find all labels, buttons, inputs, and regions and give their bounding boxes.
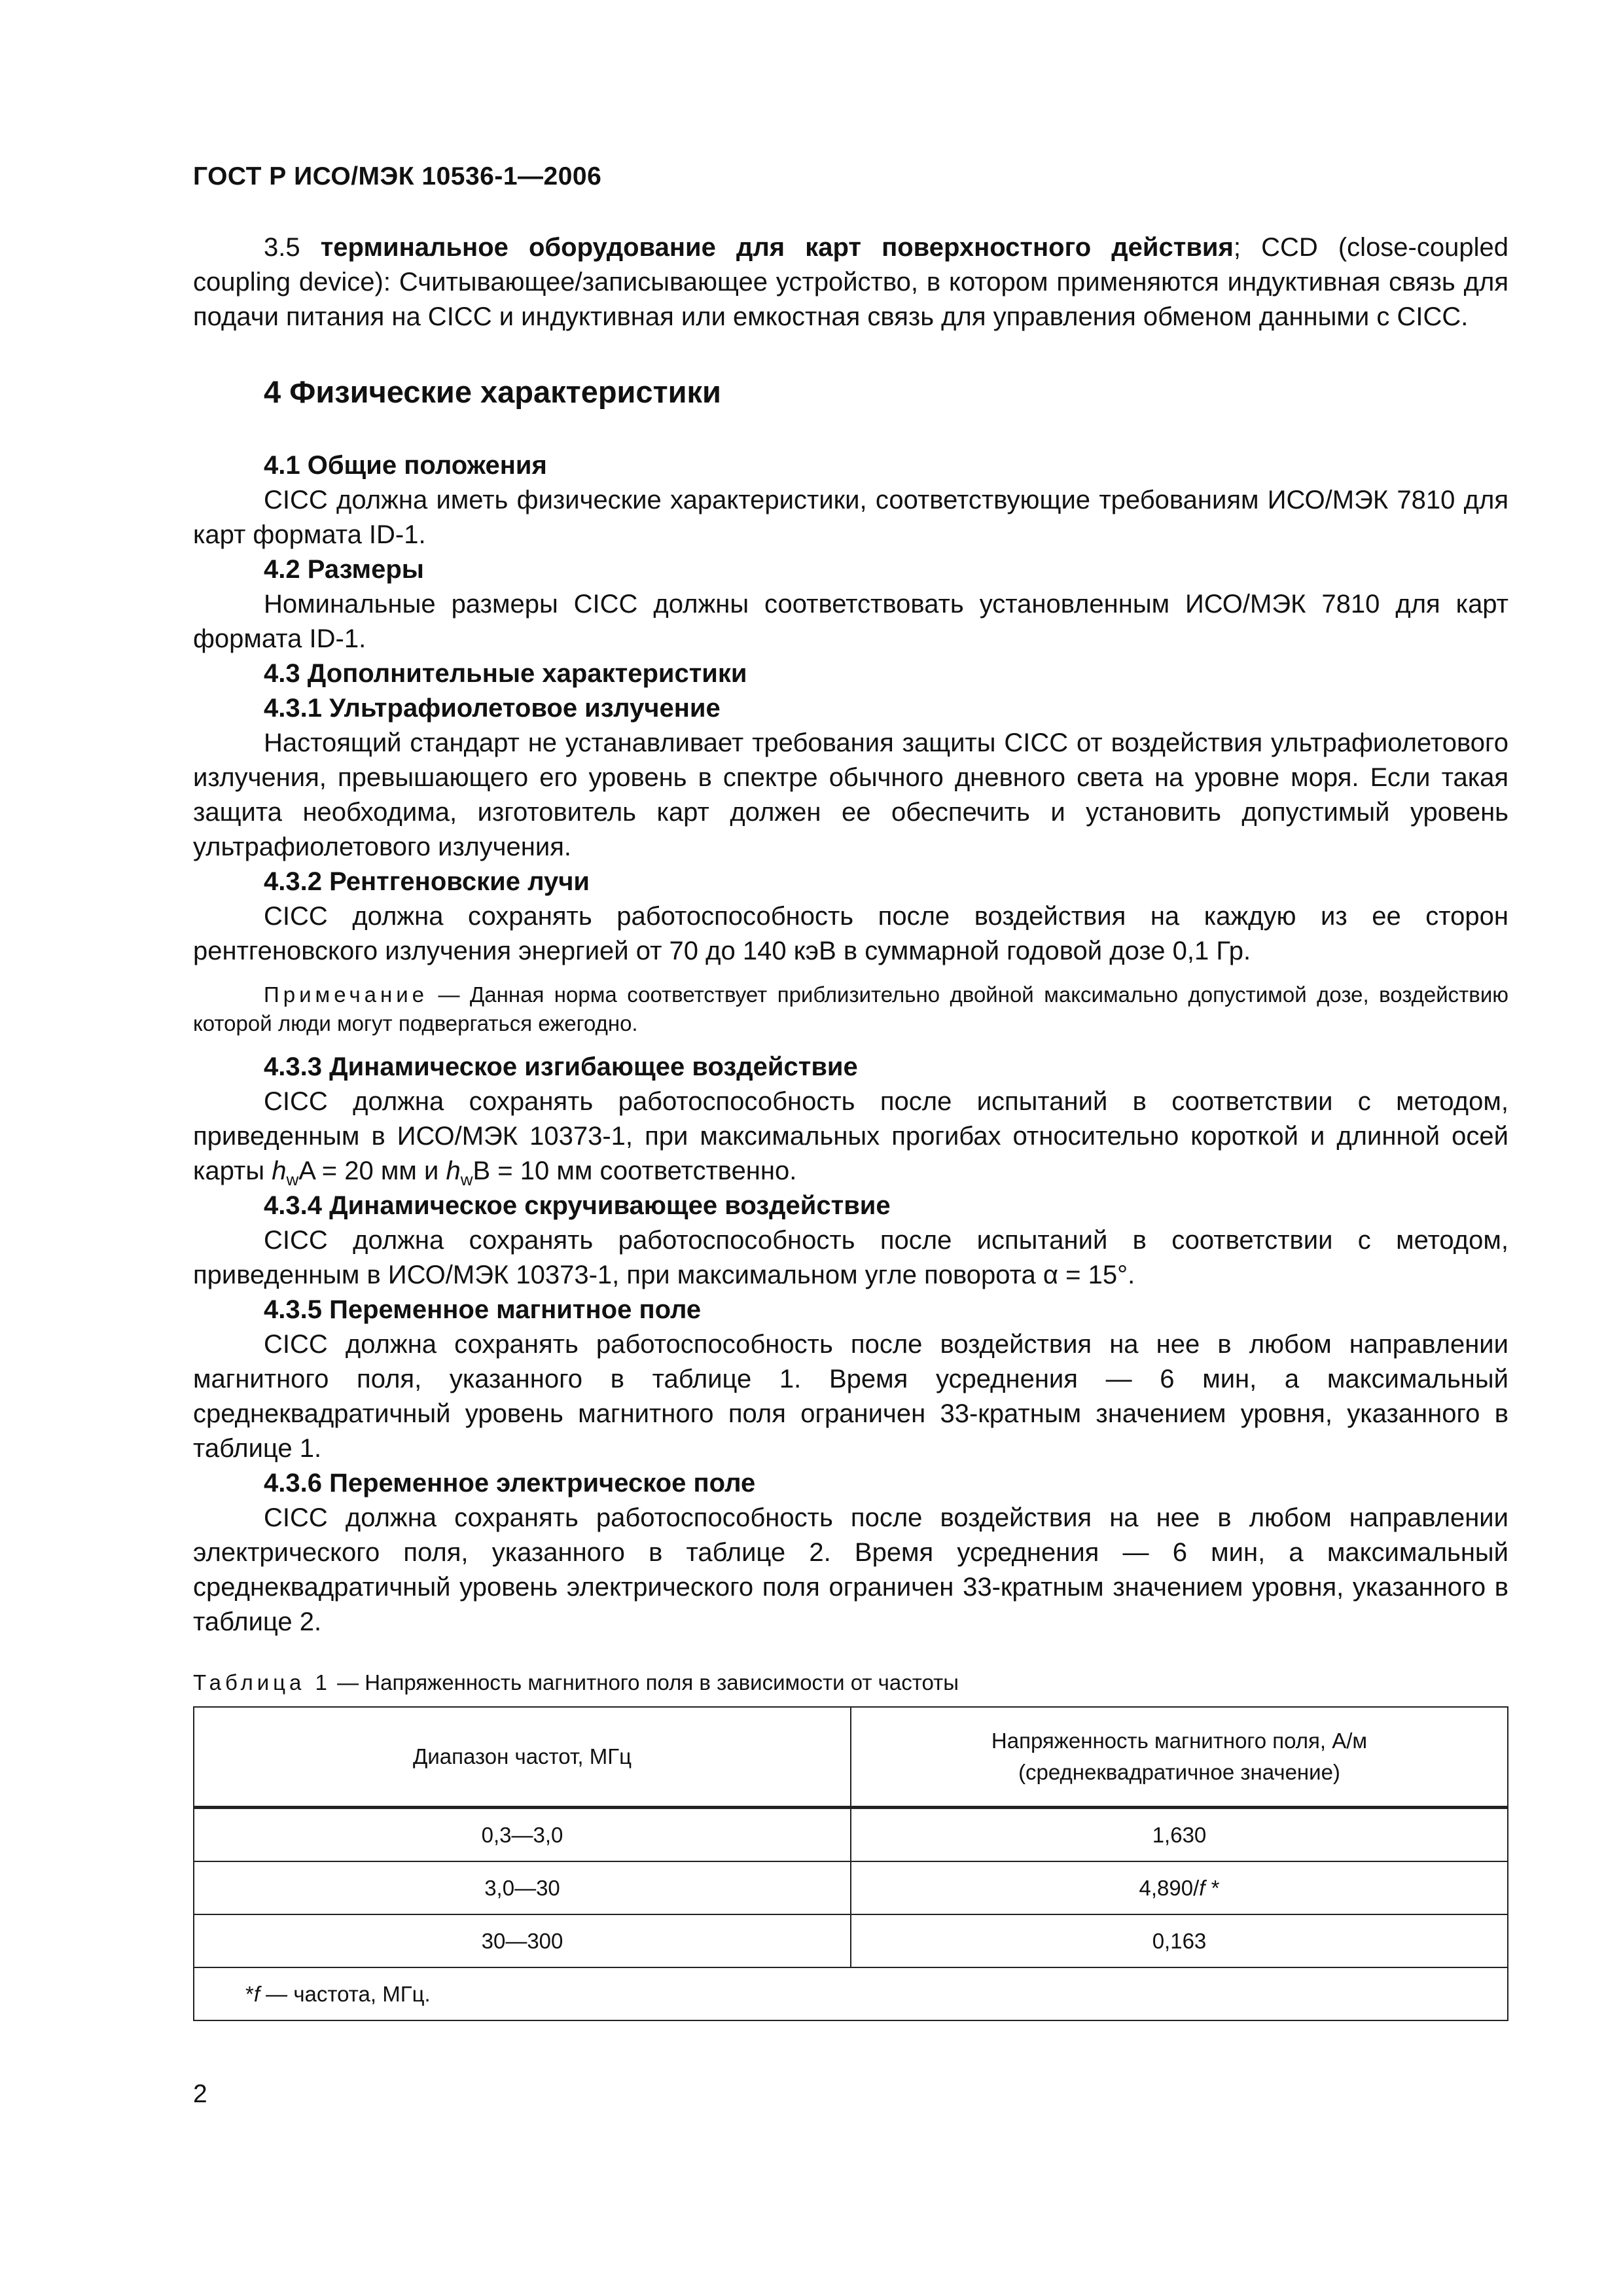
table-caption-text: — Напряженность магнитного поля в зависимости от частоты [330,1670,959,1695]
cell-range: 30—300 [194,1914,851,1967]
section-4-3-6-title: 4.3.6 Переменное электрическое поле [264,1469,756,1498]
a-value: A = 20 мм и [298,1157,446,1185]
cell-range: 0,3—3,0 [194,1808,851,1862]
cell-value: 1,630 [851,1808,1508,1862]
note-label: Примечание [264,982,429,1007]
angle-value: = 15°. [1058,1261,1135,1289]
column-header-frequency: Диапазон частот, МГц [194,1707,851,1808]
definition-text: ; CCD (close-coupled coupling device): Считывающее/записывающее устройство, в котором применяются индуктивная связь для подачи питания на CICC и индуктивная или емкостная связь для управления обменом данными с CICC. [193,233,1508,331]
table-footnote-row [194,1967,1508,2020]
definition-3-5 [193,230,1508,334]
text: CICC должна сохранять работоспособность после испытаний в соответствии с методом, приведенным в ИСО/МЭК 10373-1, при максимальных прогибах относительно короткой и длинной осей карты [193,1087,1508,1185]
header-line-1: Напряженность магнитного поля, А/м [991,1729,1368,1753]
h-symbol: h [272,1157,287,1185]
w-subscript: w [460,1170,473,1189]
section-4-3-title: 4.3 Дополнительные характеристики [264,659,747,688]
section-4-3-2-text: CICC должна сохранять работоспособность после воздействия на каждую из ее сторон рентгеновского излучения энергией от 70 до 140 кэВ в суммарной годовой дозе 0,1 Гр. [193,902,1508,965]
section-4-3-4-title: 4.3.4 Динамическое скручивающее воздействие [264,1191,891,1220]
value-main: 4,890/ [1139,1876,1200,1900]
section-4-3-6-text: CICC должна сохранять работоспособность после воздействия на нее в любом направлении электрического поля, указанного в таблице 2. Время усреднения — 6 мин, а максимальный среднеквадратичный уровень электрического поля ограничен 33-кратным значением уровня, указанного в таблице 2. [193,1503,1508,1636]
footnote-mark: * [1205,1876,1220,1900]
cell-range: 3,0—30 [194,1861,851,1914]
h-symbol: h [446,1157,461,1185]
table-footnote [194,1967,1508,2020]
section-4-3-3-text [193,1085,1508,1189]
note-text: — Данная норма соответствует приблизительно двойной максимально допустимой дозе, воздействию которой люди могут подвергаться ежегодно. [193,982,1508,1035]
footnote-mark: * [245,1982,254,2006]
section-4-1-text: CICC должна иметь физические характеристики, соответствующие требованиям ИСО/МЭК 7810 для карт формата ID-1. [193,486,1508,549]
footnote-text: — частота, МГц. [260,1982,431,2006]
header-line-2: (среднеквадратичное значение) [1018,1760,1340,1784]
table-1-caption [193,1668,1508,1697]
section-4-3-2-title: 4.3.2 Рентгеновские лучи [264,867,590,896]
section-4-3-3-title: 4.3.3 Динамическое изгибающее воздействие [264,1052,858,1081]
table-row [194,1914,1508,1967]
alpha-symbol: α [1043,1261,1059,1289]
section-4-2-text: Номинальные размеры CICC должны соответствовать установленным ИСО/МЭК 7810 для карт формата ID-1. [193,590,1508,653]
section-4-3-1-title: 4.3.1 Ультрафиолетовое излучение [264,694,721,723]
definition-term: терминальное оборудование для карт поверхностного действия [320,233,1234,262]
table-1 [193,1706,1508,2021]
section-4-3-5-text: CICC должна сохранять работоспособность после воздействия на нее в любом направлении магнитного поля, указанного в таблице 1. Время усреднения — 6 мин, а максимальный среднеквадратичный уровень магнитного поля ограничен 33-кратным значением уровня, указанного в таблице 1. [193,1330,1508,1463]
document-header: ГОСТ Р ИСО/МЭК 10536-1—2006 [193,162,602,190]
cell-value: 0,163 [851,1914,1508,1967]
w-subscript: w [286,1170,299,1189]
section-4-title: 4 Физические характеристики [264,374,721,409]
cell-value [851,1861,1508,1914]
section-4-3-4-text [193,1223,1508,1293]
table-header-row [194,1707,1508,1808]
section-4-3-5-title: 4.3.5 Переменное магнитное поле [264,1295,702,1324]
definition-number: 3.5 [264,233,300,262]
column-header-field-strength [851,1707,1508,1808]
section-4-2-title: 4.2 Размеры [264,555,424,584]
table-label: Таблица 1 [193,1670,331,1695]
section-4-1-title: 4.1 Общие положения [264,451,547,480]
b-value: B = 10 мм соответственно. [473,1157,797,1185]
document-body [193,230,1508,2021]
text: CICC должна сохранять работоспособность после испытаний в соответствии с методом, приведенным в ИСО/МЭК 10373-1, при максимальном угле поворота [193,1226,1508,1289]
page-number: 2 [193,2080,207,2108]
section-4-3-1-text: Настоящий стандарт не устанавливает требования защиты CICC от воздействия ультрафиолетового излучения, превышающего его уровень в спектре обычного дневного света на уровне моря. Если такая защита необходима, изготовитель карт должен ее обеспечить и установить допустимый уровень ультрафиолетового излучения. [193,728,1508,861]
section-4-3-2-note [193,980,1508,1038]
table-row [194,1861,1508,1914]
f-symbol: f [253,1982,260,2006]
f-symbol: f [1199,1876,1205,1900]
table-row [194,1808,1508,1862]
